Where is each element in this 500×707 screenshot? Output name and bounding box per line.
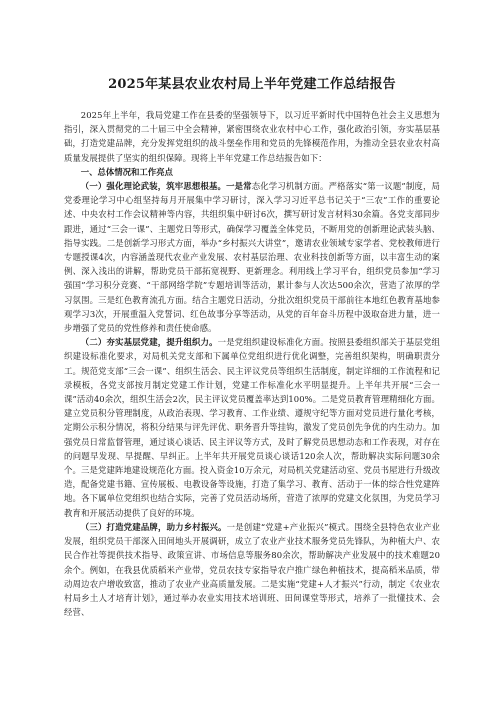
paragraph-body: 一是党组织建设标准化方面。按照县委组织部关于基层党组织建设标准化要求，对局机关党支部和下属单位党组织进行优化调整，完善组织架构，明确职责分工。规范党支部“三会一课”、组织生活会、民主评议党员等组织生活制度，制定详细的工作流程和记录模板，各党支部按月制定党建工作计划，党建工作标准化水平明显提升。上半年共开展“三会一课”活动40余次，组织生活会2次，民主评议党员覆盖率达到100%。二是党员教育管理精细化方面。建立党员积分管理制度，从政治表现、学习教育、工作业绩、遵规守纪等方面对党员进行量化考核，定期公示积分情况，将积分结果与评先评优、职务晋升等挂钩，激发了党员创先争优的内生动力。加强党员日常监督管理，通过谈心谈话、民主评议等方式，及时了解党员思想动态和工作表现，对存在的问题早发现、早提醒、早纠正。上半年共开展党员谈心谈话120余人次，帮助解决实际问题30余个。三是党建阵地建设规范化方面。投入资金10万余元，对局机关党建活动室、党员书屋进行升级改造，配备党建书籍、宣传展板、电教设备等设施，打造了集学习、教育、活动于一体的综合性党建阵地。各下属单位党组织也结合实际，完善了党员活动场所，营造了浓厚的党建文化氛围，为党员学习教育和开展活动提供了良好的环境。 bbox=[64, 337, 440, 518]
paragraph-theory bbox=[64, 179, 440, 335]
paragraph-lead: （一）强化理论武装，筑牢思想根基。 bbox=[80, 181, 227, 192]
intro-paragraph: 2025年上半年，我局党建工作在县委的坚强领导下，以习近平新时代中国特色社会主义思想为指引，深入贯彻党的二十届三中全会精神，紧密围绕农业农村中心工作，强化政治引领，夯实基层基础，打造党建品牌，充分发挥党组织的战斗堡垒作用和党员的先锋模范作用，为推动全县农业农村高质量发展提供了坚实的组织保障。现将上半年党建工作总结报告如下： bbox=[64, 110, 440, 163]
paragraph-body: 一是创建“党建+产业振兴”模式。围绕全县特色农业产业发展，组织党员干部深入田间地头开展调研，成立了农业产业技术服务党员先锋队，为种植大户、农民合作社等提供技术指导、政策宣讲、市场信息等服务80余次，帮助解决产业发展中的技术难题20余个。例如，在我县优质稻米产业带，党员农技专家指导农户推广绿色种植技术，提高稻米品质，带动周边农户增收致富，推动了农业产业高质量发展。二是实施“党建+人才振兴”行动，制定《农业农村局乡土人才培育计划》，通过举办农业实用技术培训班、田间课堂等形式，培养了一批懂技术、会经营、 bbox=[64, 521, 440, 618]
paragraph-lead-continued: 一是常 bbox=[226, 181, 252, 192]
paragraph-grassroots bbox=[64, 335, 440, 520]
paragraph-brand bbox=[64, 520, 440, 619]
document-title: 2025年某县农业农村局上半年党建工作总结报告 bbox=[108, 77, 396, 92]
section-heading: 一、总体情况和工作亮点 bbox=[80, 166, 173, 177]
paragraph-lead: （三）打造党建品牌，助力乡村振兴。 bbox=[80, 521, 227, 532]
paragraph-body: 态化学习机制方面。严格落实“第一议题”制度，局党委理论学习中心组坚持每月开展集中学习研讨，深入学习习近平总书记关于“三农”工作的重要论述、中央农村工作会议精神等内容，共组织集中研讨6次，撰写研讨发言材料30余篇。各党支部同步跟进，通过“三会一课”、主题党日等形式，确保学习覆盖全体党员，不断用党的创新理论武装头脑、指导实践。二是创新学习形式方面，举办“乡村振兴大讲堂”，邀请农业领域专家学者、党校教师进行专题授课4次，内容涵盖现代农业产业发展、农村基层治理、农业科技创新等方面，以丰富生动的案例、深入浅出的讲解，帮助党员干部拓宽视野、更新理念。利用线上学习平台，组织党员参加“学习强国”学习积分竞赛、“干部网络学院”专题培训等活动，累计参与人次达500余次，营造了浓厚的学习氛围。三是红色教育流孔方面。结合主题党日活动，分批次组织党员干部前往本地红色教育基地参观学习3次，开展重温入党誓词、红色故事分享等活动，从党的百年奋斗历程中汲取奋进力量，进一步增强了党员的党性修养和责任使命感。 bbox=[64, 181, 440, 334]
paragraph-lead: （二）夯实基层党建，提升组织力。 bbox=[80, 337, 218, 348]
